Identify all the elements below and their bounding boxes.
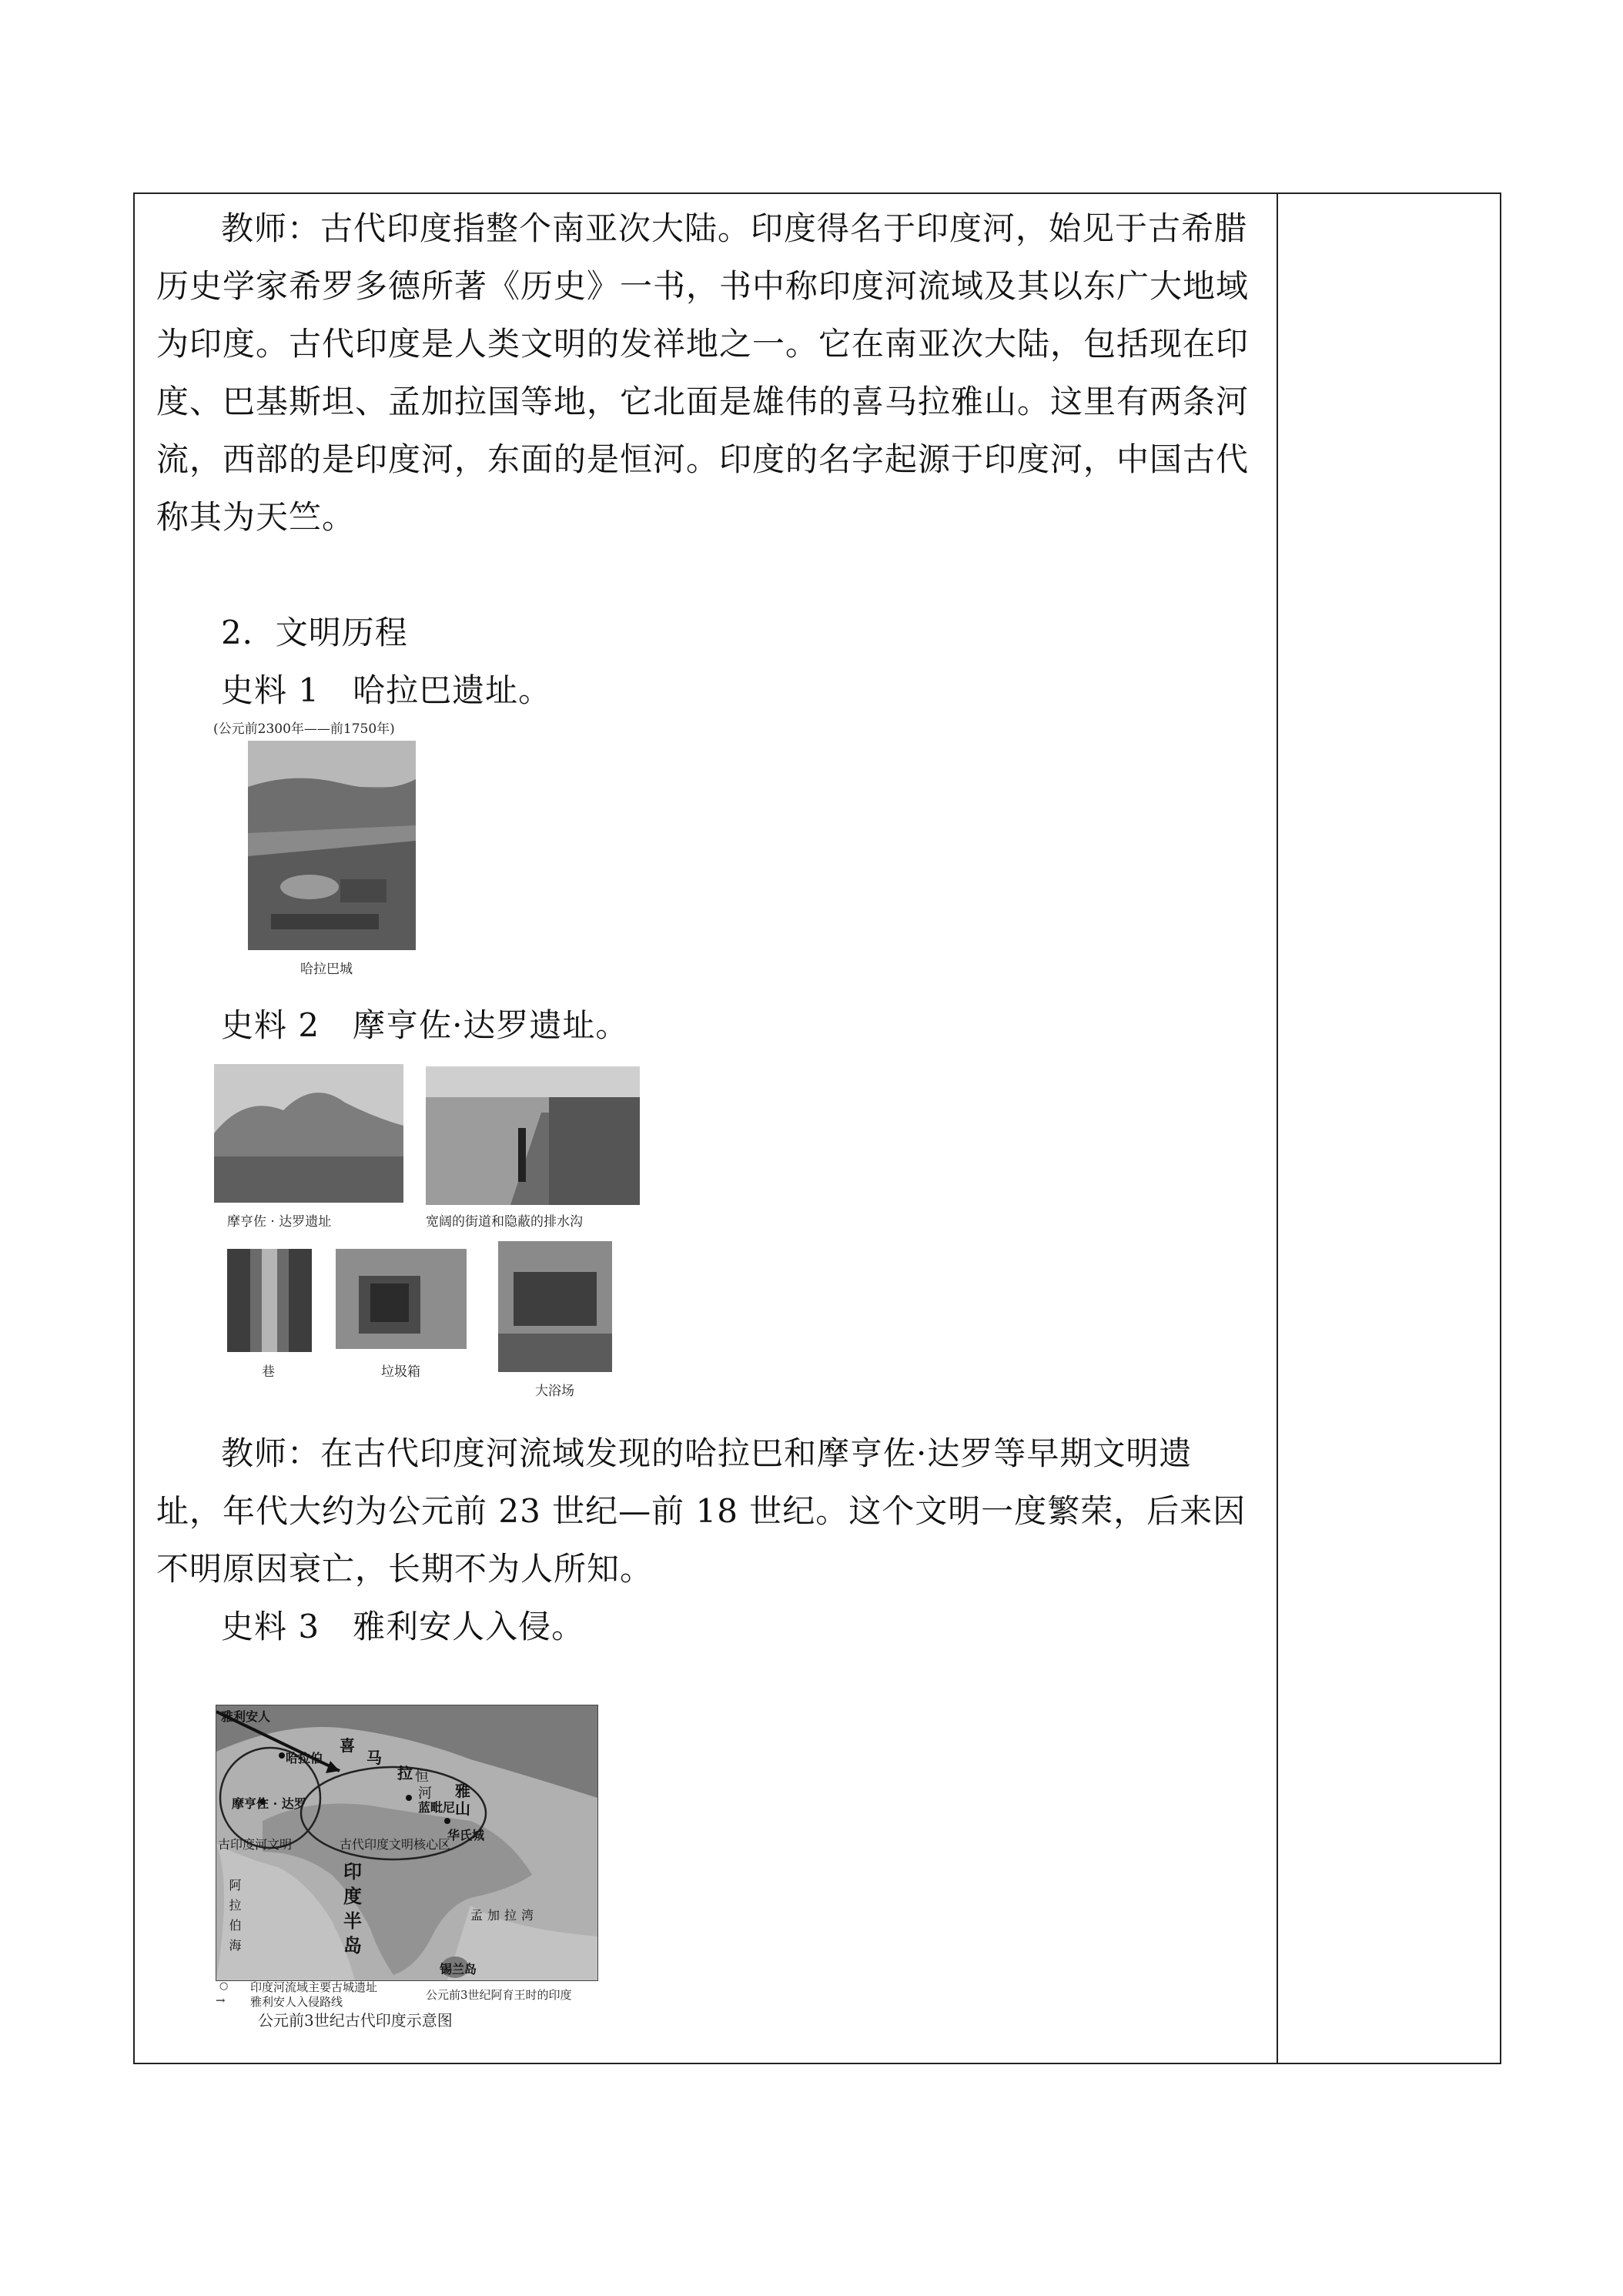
source1-heading: 史料 1 哈拉巴遗址。	[221, 671, 552, 709]
map-label-ban: 半	[343, 1909, 362, 1932]
map-title: 公元前3世纪古代印度示意图	[258, 2011, 453, 2030]
map-label-ganges: 恒	[415, 1769, 429, 1785]
street-drain-caption: 宽阔的街道和隐蔽的排水沟	[426, 1214, 583, 1230]
map-label-aryans: 雅利安人	[221, 1709, 271, 1724]
map-label-arabian-sea: 阿拉伯海	[227, 1879, 242, 1959]
mohenjo-daro-caption: 摩亨佐 · 达罗遗址	[227, 1214, 332, 1230]
teacher-intro-paragraph: 教师：古代印度指整个南亚次大陆。印度得名于印度河，始见于古希腊历史学家希罗多德所著《历史》一书，书中称印度河流域及其以东广大地域为印度。古代印度是人类文明的发祥地之一。它在南亚次大陆，包括现在印度、巴基斯坦、孟加拉国等地，它北面是雄伟的喜马拉雅山。这里有两条河流，西部的是印度河，东面的是恒河。印度的名字起源于印度河，中国古代称其为天竺。	[156, 209, 1250, 536]
lane-caption: 巷	[262, 1364, 275, 1380]
map-label-lumbini: 蓝毗尼	[418, 1800, 456, 1815]
map-label-indus-civ: 古印度河文明	[218, 1837, 293, 1852]
harappa-date-range: (公元前2300年——前1750年)	[213, 721, 395, 737]
great-bath-photo	[498, 1241, 612, 1372]
map-label-himalaya-3: 拉	[397, 1764, 413, 1782]
content-cell	[135, 194, 1277, 2063]
map-label-himalaya-4: 雅	[455, 1782, 470, 1800]
map-label-himalaya-5: 山	[455, 1799, 470, 1818]
map-legend-ashoka: 公元前3世纪阿育王时的印度	[426, 1988, 572, 2002]
map-label-india: 印	[343, 1860, 362, 1883]
great-bath-caption: 大浴场	[535, 1384, 574, 1399]
map-label-ceylon: 锡兰岛	[440, 1962, 477, 1976]
mohenjo-daro-photo	[214, 1064, 403, 1203]
map-legend-sites: 印度河流域主要古城遗址	[250, 1980, 378, 1994]
lane-photo	[227, 1249, 312, 1352]
lesson-table	[133, 192, 1501, 2064]
harappa-caption: 哈拉巴城	[300, 962, 353, 977]
map-label-du: 度	[343, 1885, 362, 1907]
harappa-photo	[248, 741, 416, 950]
map-label-core: 古代印度文明核心区	[340, 1837, 451, 1852]
map-label-himalaya-2: 马	[366, 1749, 382, 1767]
section-heading: 2．文明历程	[221, 614, 408, 651]
map-label-mohenjo: 摩亨佐 · 达罗	[232, 1796, 306, 1811]
source3-heading: 史料 3 雅利安人入侵。	[221, 1608, 585, 1645]
teacher-civ-paragraph: 教师：在古代印度河流域发现的哈拉巴和摩亨佐·达罗等早期文明遗址，年代大约为公元前 23 世纪—前 18 世纪。这个文明一度繁荣，后来因不明原因衰亡，长期不为人所知。	[156, 1434, 1247, 1588]
map-label-pataliputra: 华氏城	[447, 1828, 485, 1842]
map-label-river: 河	[418, 1786, 432, 1802]
column-divider	[1277, 194, 1278, 2063]
source2-heading: 史料 2 摩亨佐·达罗遗址。	[221, 1006, 629, 1044]
map-label-himalaya-1: 喜	[340, 1736, 355, 1755]
map-label-dao: 岛	[343, 1934, 362, 1956]
map-legend-sites-marker: ○	[219, 1980, 229, 1992]
map-legend-route: 雅利安人入侵路线	[250, 1995, 343, 2009]
map-label-harappa: 哈拉伯	[286, 1751, 323, 1766]
trash-bin-photo	[336, 1249, 467, 1349]
street-drain-photo	[426, 1066, 640, 1205]
ancient-india-map	[216, 1705, 598, 1981]
map-label-bay-of-bengal: 孟加拉湾	[470, 1908, 539, 1923]
map-legend-route-arrow: →	[216, 1993, 226, 2007]
trash-bin-caption: 垃圾箱	[381, 1364, 420, 1380]
